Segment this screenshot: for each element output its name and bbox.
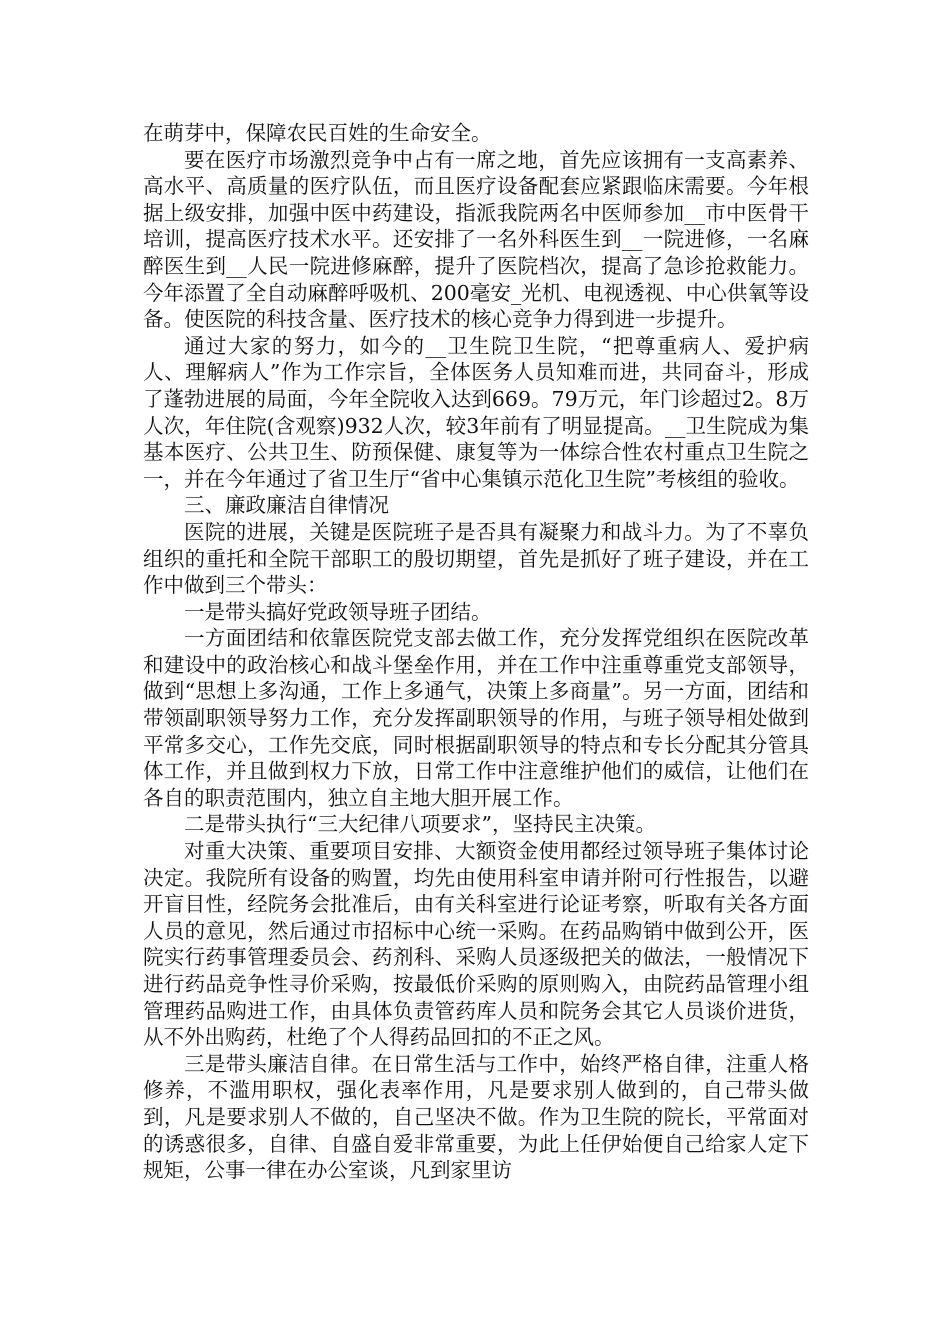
- paragraph-point-two: 二是带头执行“三大纪律八项要求”，坚持民主决策。: [184, 812, 656, 837]
- document-page: [143, 120, 809, 1184]
- paragraph-achievements: 通过大家的努力，如今的__卫生院卫生院，“把尊重病人、爱护病人、理解病人”作为工作宗旨，全体医务人员知难而进，共同奋斗，形成了蓬勃进展的局面，今年全院收入达到669。79万元，年门诊超过2。8万人次，年住院(含观察)932人次，较3年前有了明显提高。__卫生院成为集基本医疗、公共卫生、防预保健、康复等为一体综合性农村重点卫生院之一，并在今年通过了省卫生厅“省中心集镇示范化卫生院”考核组的验收。: [143, 333, 809, 491]
- paragraph-decisions: 对重大决策、重要项目安排、大额资金使用都经过领导班子集体讨论决定。我院所有设备的购置，均先由使用科室申请并附可行性报告，以避开盲目性，经院务会批准后，由有关科室进行论证考察，听取有关各方面人员的意见，然后通过市招标中心统一采购。在药品购销中做到公开，医院实行药事管理委员会、药剂科、采购人员逐级把关的做法，一般情况下进行药品竞争性寻价采购，按最低价采购的原则购入，由院药品管理小组管理药品购进工作，由具体负责管药库人员和院务会其它人员谈价进货，从不外出购药，杜绝了个人得药品回扣的不正之风。: [143, 839, 809, 1050]
- paragraph-unity: 一方面团结和依靠医院党支部去做工作，充分发挥党组织在医院改革和建设中的政治核心和战斗堡垒作用，并在工作中注重尊重党支部领导，做到“思想上多沟通，工作上多通气，决策上多商量”。另一方面，团结和带领副职领导努力工作，充分发挥副职领导的作用，与班子领导相处做到平常多交心，工作先交底，同时根据副职领导的特点和专长分配其分管具体工作，并且做到权力下放，日常工作中注意维护他们的威信，让他们在各自的职责范围内，独立自主地大胆开展工作。: [143, 626, 809, 810]
- paragraph-medical-team: 要在医疗市场激烈竞争中占有一席之地，首先应该拥有一支高素养、高水平、高质量的医疗队伍，而且医疗设备配套应紧跟临床需要。今年根据上级安排，加强中医中药建设，指派我院两名中医师参加__市中医骨干培训，提高医疗技术水平。还安排了一名外科医生到__一院进修，一名麻醉医生到__人民一院进修麻醉，提升了医院档次，提高了急诊抢救能力。今年添置了全自动麻醉呼吸机、200毫安_光机、电视透视、中心供氧等设备。使医院的科技含量、医疗技术的核心竞争力得到进一步提升。: [143, 147, 809, 332]
- paragraph-point-one: 一是带头搞好党政领导班子团结。: [184, 599, 492, 624]
- paragraph-point-three: 三是带头廉洁自律。在日常生活与工作中，始终严格自律，注重人格修养，不滥用职权，强化表率作用，凡是要求别人做到的，自己带头做到，凡是要求别人不做的，自己坚决不做。作为卫生院的院长，平常面对的诱惑很多，自律、自盛自爱非常重要，为此上任伊始便自己给家人定下规矩，公事一律在办公室谈，凡到家里访: [143, 1051, 809, 1183]
- paragraph-team-building: 医院的进展，关键是医院班子是否具有凝聚力和战斗力。为了不辜负组织的重托和全院干部职工的殷切期望，首先是抓好了班子建设，并在工作中做到三个带头：: [143, 519, 809, 598]
- section-heading-integrity: 三、廉政廉洁自律情况: [184, 493, 389, 518]
- paragraph-continuation: 在萌芽中，保障农民百姓的生命安全。: [143, 121, 492, 145]
